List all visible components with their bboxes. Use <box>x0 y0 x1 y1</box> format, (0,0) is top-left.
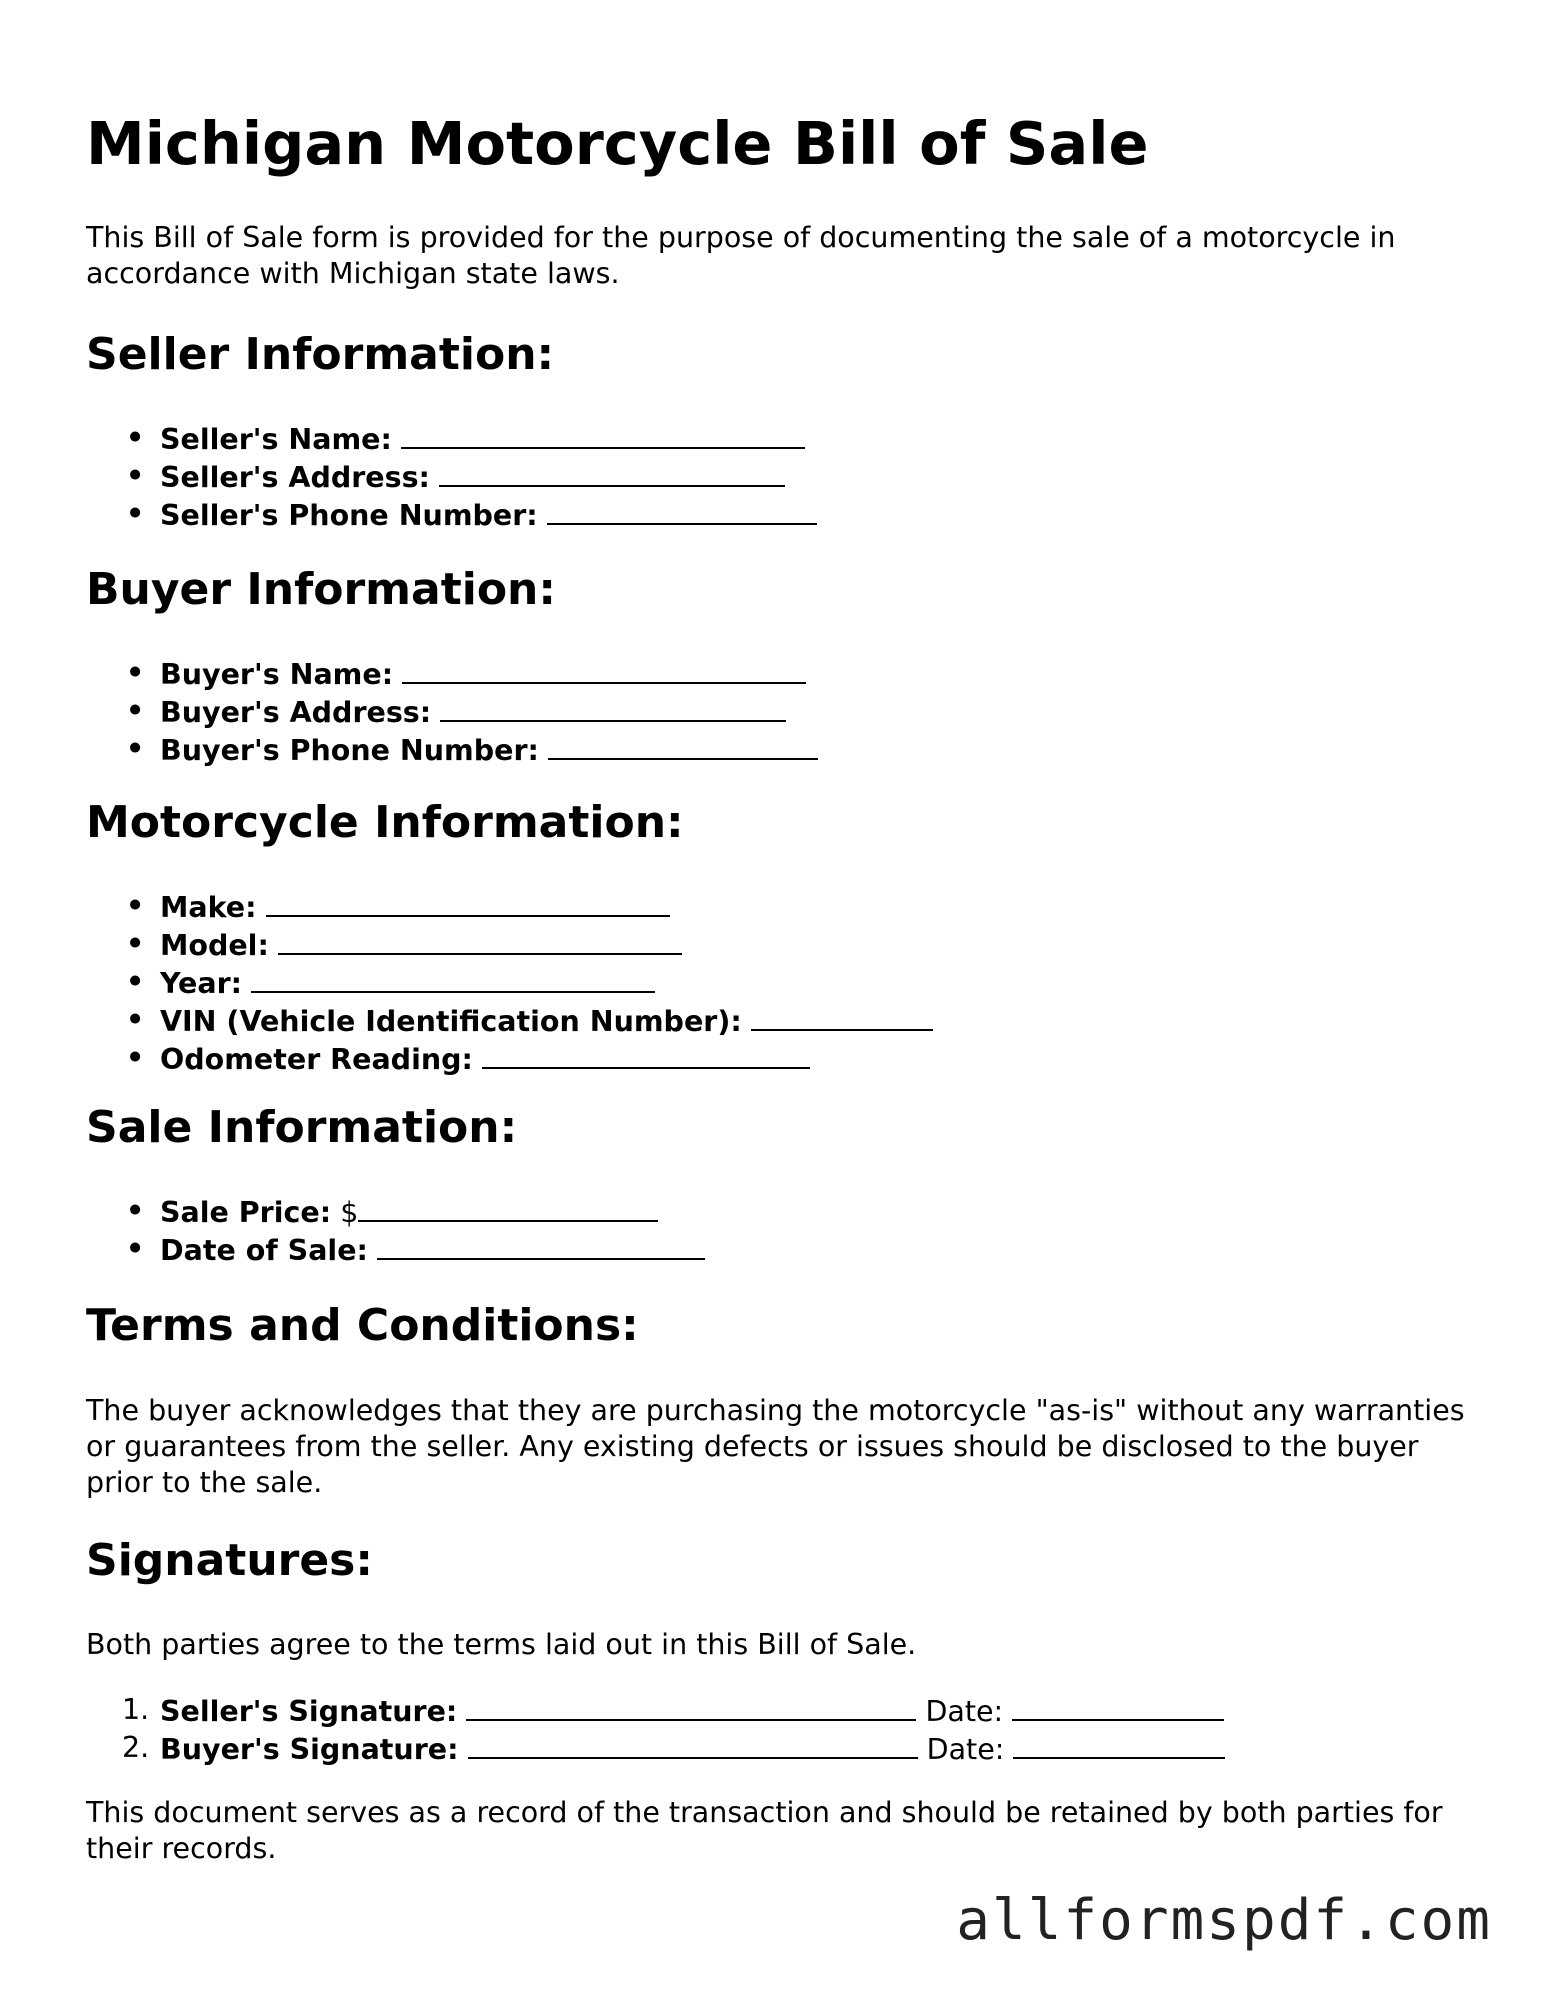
signatures-paragraph: Both parties agree to the terms laid out in this Bill of Sale. <box>86 1628 917 1661</box>
seller-phone-blank[interactable] <box>547 496 817 525</box>
item-number: 2. <box>122 1731 150 1764</box>
list-item <box>86 1040 933 1078</box>
vin-blank[interactable] <box>751 1002 933 1031</box>
vin-label: VIN (Vehicle Identification Number): <box>160 1005 742 1038</box>
seller-heading: Seller Information: <box>86 329 555 380</box>
year-blank[interactable] <box>251 964 655 993</box>
motorcycle-field-list <box>86 888 933 1078</box>
seller-date-label: Date: <box>925 1695 1004 1728</box>
make-blank[interactable] <box>266 888 670 917</box>
seller-address-blank[interactable] <box>439 458 785 487</box>
list-item <box>86 731 818 769</box>
seller-field-list <box>86 420 817 534</box>
model-blank[interactable] <box>278 926 682 955</box>
year-label: Year: <box>160 967 243 1000</box>
seller-name-blank[interactable] <box>401 420 805 449</box>
buyer-address-label: Buyer's Address: <box>160 696 432 729</box>
odometer-label: Odometer Reading: <box>160 1043 473 1076</box>
buyer-address-blank[interactable] <box>440 693 786 722</box>
signature-list <box>86 1692 1225 1768</box>
list-item <box>86 496 817 534</box>
list-item <box>86 693 818 731</box>
sale-date-label: Date of Sale: <box>160 1234 368 1267</box>
list-item <box>86 1002 933 1040</box>
sale-date-blank[interactable] <box>377 1231 705 1260</box>
list-item <box>86 655 818 693</box>
buyer-field-list <box>86 655 818 769</box>
model-label: Model: <box>160 929 269 962</box>
motorcycle-heading: Motorcycle Information: <box>86 797 684 848</box>
sale-field-list <box>86 1193 705 1269</box>
odometer-blank[interactable] <box>482 1040 810 1069</box>
seller-signature-label: Seller's Signature: <box>160 1695 458 1728</box>
terms-heading: Terms and Conditions: <box>86 1300 639 1351</box>
buyer-date-label: Date: <box>926 1733 1005 1766</box>
buyer-name-label: Buyer's Name: <box>160 658 394 691</box>
page-title: Michigan Motorcycle Bill of Sale <box>86 109 1149 178</box>
terms-paragraph: The buyer acknowledges that they are purchasing the motorcycle "as-is" without any warranties or guarantees from the seller. Any existing defects or issues should be disclosed to the buyer prior to the sale. <box>86 1394 1465 1499</box>
seller-name-label: Seller's Name: <box>160 423 392 456</box>
list-item <box>86 1692 1225 1730</box>
footer-paragraph: This document serves as a record of the transaction and should be retained by both parties for their records. <box>86 1796 1443 1865</box>
buyer-phone-blank[interactable] <box>548 731 818 760</box>
currency-symbol: $ <box>340 1196 359 1229</box>
signatures-heading: Signatures: <box>86 1535 373 1586</box>
list-item <box>86 964 933 1002</box>
buyer-signature-label: Buyer's Signature: <box>160 1733 459 1766</box>
buyer-heading: Buyer Information: <box>86 564 556 615</box>
buyer-name-blank[interactable] <box>402 655 806 684</box>
list-item <box>86 458 817 496</box>
intro-paragraph: This Bill of Sale form is provided for the purpose of documenting the sale of a motorcycle in accordance with Michigan state laws. <box>86 221 1396 290</box>
sale-price-label: Sale Price: <box>160 1196 332 1229</box>
item-number: 1. <box>122 1693 150 1726</box>
sale-heading: Sale Information: <box>86 1102 518 1153</box>
buyer-date-blank[interactable] <box>1013 1730 1225 1759</box>
seller-signature-blank[interactable] <box>466 1692 916 1721</box>
make-label: Make: <box>160 891 257 924</box>
watermark-logo: allformspdf.com <box>956 1888 1492 1953</box>
buyer-phone-label: Buyer's Phone Number: <box>160 734 539 767</box>
list-item <box>86 420 817 458</box>
list-item <box>86 888 933 926</box>
seller-date-blank[interactable] <box>1012 1692 1224 1721</box>
seller-address-label: Seller's Address: <box>160 461 430 494</box>
sale-price-blank[interactable] <box>358 1193 658 1222</box>
list-item <box>86 1193 705 1231</box>
list-item <box>86 1231 705 1269</box>
list-item <box>86 1730 1225 1768</box>
seller-phone-label: Seller's Phone Number: <box>160 499 538 532</box>
list-item <box>86 926 933 964</box>
buyer-signature-blank[interactable] <box>468 1730 918 1759</box>
